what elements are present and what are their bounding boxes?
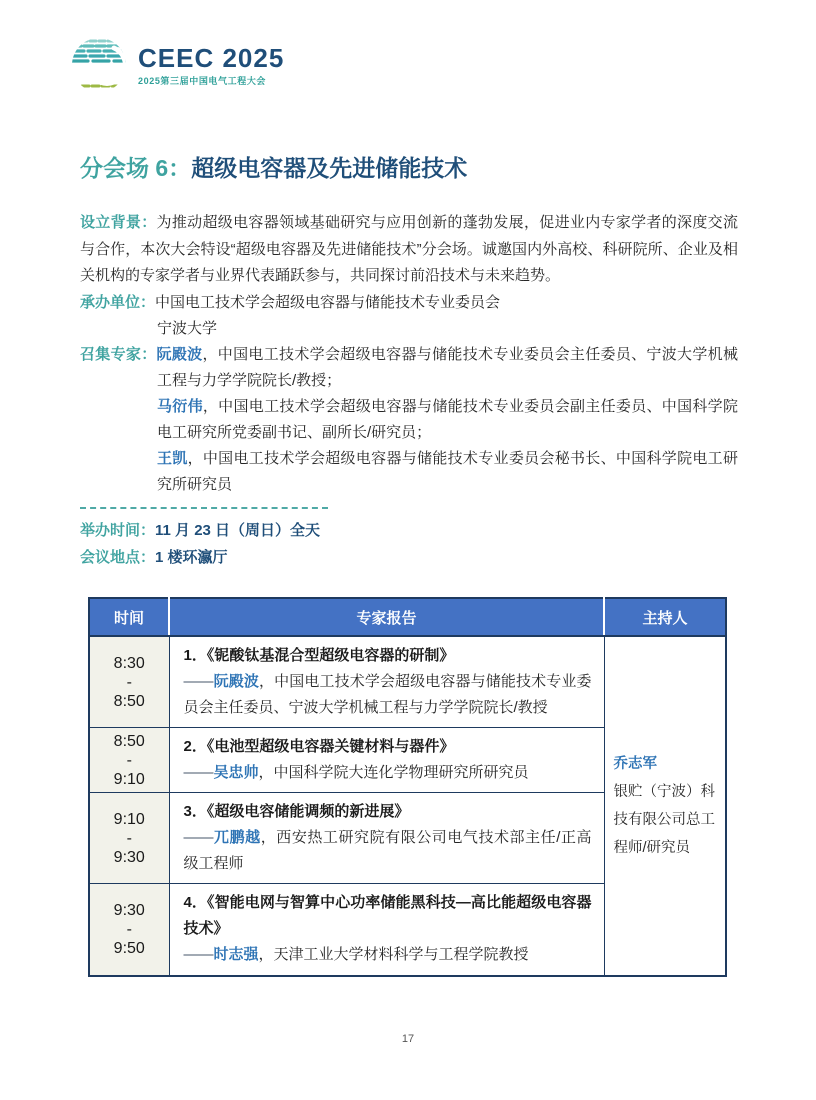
speaker-dash: —— [183,829,214,846]
time-cell [89,793,169,884]
conveners-block [80,342,738,394]
moderator-cell [604,636,726,976]
time-start: 9:10 [113,810,145,828]
organizer-block [80,290,738,316]
time-cell [89,728,169,793]
expert-desc: ，中国电工技术学会超级电容器与储能技术专业委员会主任委员、宁波大学机械工程与力学学院院长/教授； [157,345,738,389]
background-label: 设立背景： [80,214,157,231]
time-value: 11 月 23 日（周日）全天 [155,521,321,539]
speaker-affiliation: ，西安热工研究院有限公司电气技术部主任/正高级工程师 [183,829,592,872]
speaker-dash: —— [183,673,214,690]
time-separator: - [126,751,132,769]
organizer-line-1: 中国电工技术学会超级电容器与储能技术专业委员会 [155,293,501,311]
report-cell [169,636,604,728]
time-separator: - [126,920,132,938]
speaker-affiliation: ，天津工业大学材料科学与工程学院教授 [258,946,529,964]
expert-name: 阮殿波 [156,345,203,363]
moderator-name: 乔志军 [613,755,657,772]
expert-desc: ，中国电工技术学会超级电容器与储能技术专业委员会副主任委员、中国科学院电工研究所党委副书记、副所长/研究员； [157,397,738,441]
talk-title: 1．《铌酸钛基混合型超级电容器的研制》 [183,647,455,664]
time-end: 9:50 [113,939,145,957]
expert-desc: ，中国电工技术学会超级电容器与储能技术专业委员会秘书长、中国科学院电工研究所研究员 [157,449,738,493]
speaker-name: 兀鹏越 [213,829,261,846]
time-cell [89,636,169,728]
talk-title: 2．《电池型超级电容器关键材料与器件》 [183,738,455,755]
logo-subtitle: 2025第三届中国电气工程大会 [138,75,267,86]
time-separator: - [126,673,132,691]
session-topic: 超级电容器及先进储能技术 [191,155,468,181]
organizer-label: 承办单位： [80,293,156,311]
time-separator: - [126,829,132,847]
report-cell [169,884,604,976]
page-number: 17 [401,1033,415,1045]
background-paragraph [80,210,738,290]
talk-speaker-line [184,825,592,877]
session-number: 分会场 6： [80,155,192,181]
header-time: 时间 [89,598,169,636]
speaker-dash: —— [183,946,214,964]
time-label: 举办时间： [80,521,156,539]
expert-name: 马衍伟 [157,397,203,415]
conveners-label: 召集专家： [80,345,157,363]
header-report: 专家报告 [169,598,604,636]
speaker-name: 阮殿波 [213,673,259,690]
talk-title: 3．《超级电容储能调频的新进展》 [183,803,410,820]
header-moderator: 主持人 [604,598,726,636]
venue-label: 会议地点： [80,548,156,566]
background-text: 为推动超级电容器领域基础研究与应用创新的蓬勃发展，促进业内专家学者的深度交流与合作，本次大会特设“超级电容器及先进储能技术”分会场。诚邀国内外高校、科研院所、企业及相关机构的专家学者与业界代表踊跃参与，共同探讨前沿技术与未来趋势。 [80,214,738,284]
schedule-table [88,597,727,977]
talk-speaker-line [184,760,592,786]
time-cell [89,884,169,976]
report-cell [169,728,604,793]
speaker-affiliation: ，中国电工技术学会超级电容器与储能技术专业委员会主任委员、宁波大学机械工程与力学学院院长/教授 [183,673,592,716]
page-title [80,152,738,184]
time-end: 9:30 [113,848,145,866]
expert-entry [80,446,738,498]
venue-value: 1 楼环瀛厅 [155,548,228,566]
speaker-name: 吴忠帅 [213,764,259,781]
logo-title: CEEC 2025 [138,42,285,73]
dashed-divider [80,507,328,509]
time-start: 8:30 [113,654,145,672]
venue-line [80,544,738,571]
organizer-line-2: 宁波大学 [157,319,218,337]
time-start: 8:50 [113,732,145,750]
expert-name: 王凯 [157,449,188,467]
speaker-affiliation: ，中国科学院大连化学物理研究所研究员 [258,764,529,781]
time-end: 9:10 [113,770,145,788]
moderator-desc: 银贮（宁波）科技有限公司总工程师/研究员 [613,783,715,856]
talk-title: 4．《智能电网与智算中心功率储能黑科技—高比能超级电容器技术》 [183,894,592,938]
table-row [89,636,726,728]
table-header-row [89,598,726,636]
time-end: 8:50 [113,692,145,710]
time-line [80,517,738,544]
speaker-dash: —— [183,764,214,781]
talk-speaker-line [184,942,592,968]
time-start: 9:30 [113,901,145,919]
talk-speaker-line [184,669,592,721]
speaker-name: 时志强 [213,946,259,964]
expert-entry [80,394,738,446]
page-content [80,0,738,571]
report-cell [169,793,604,884]
